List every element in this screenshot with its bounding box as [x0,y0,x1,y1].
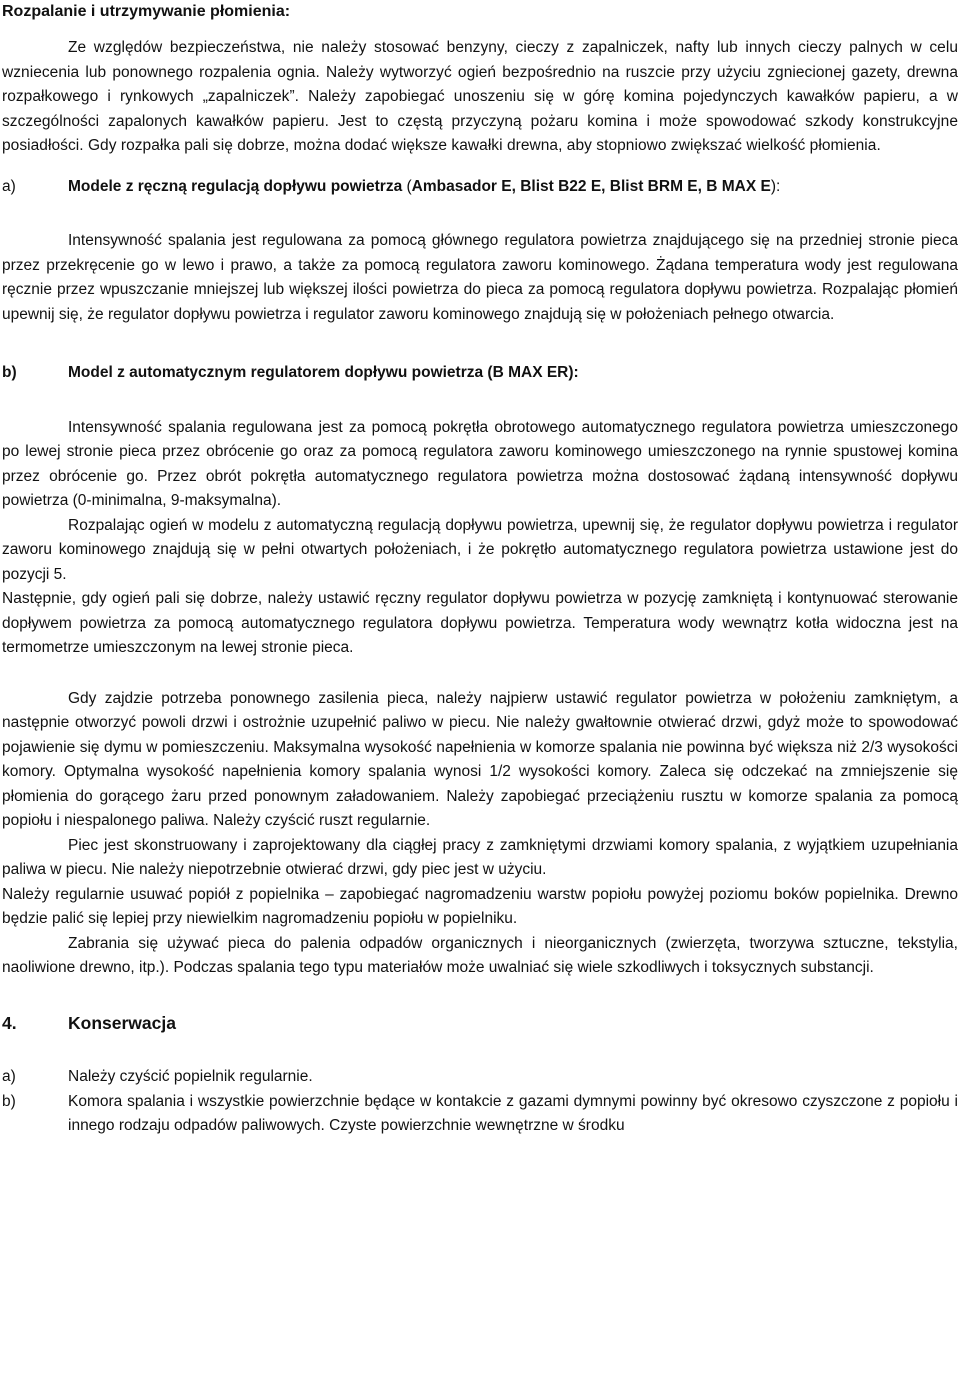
paragraph-auto-regulation: Intensywność spalania regulowana jest za pomocą pokrętła obrotowego automatycznego regulatora powietrza umieszczonego po lewej stronie pieca przez obrócenie go oraz za pomocą regulatora zaworu kominowego umieszczonego na rynnie spustowej komina przez obrócenie go. Przez obrót pokrętła automatycznego regulatora powietrza można dostosować żądaną intensywność dopływu powietrza (0-minimalna, 9-maksymalna). [2,418,958,509]
maintenance-item-a-label: a) [2,1068,16,1085]
maintenance-item-a-text: Należy czyścić popielnik regularnie. [68,1068,313,1085]
subsection-a-label: a) [2,177,16,195]
paragraph-continuous-work: Piec jest skonstruowany i zaprojektowany dla ciągłej pracy z zamkniętymi drzwiami komory spalania, z wyjątkiem uzupełniania paliwa w piecu. Nie należy niepotrzebnie otwierać drzwi, gdy piec jest w użyciu. [2,836,958,878]
maintenance-item-b-label: b) [2,1092,16,1110]
paragraph-manual-regulation: Intensywność spalania jest regulowana za pomocą głównego regulatora powietrza znajdującego się na przedniej stronie pieca przez przekręcenie go w lewo i prawo, a także za pomocą regulatora zaworu kominowego. Żądana temperatura wody jest regulowana ręcznie przez wpuszczanie mniejszej lub większej ilości powietrza do pieca za pomocą regulatora dopływu powietrza. Rozpalając płomień upewnij się, że regulator dopływu powietrza i regulator zaworu kominowego znajdują się w położeniach pełnego otwarcia. [2,232,958,323]
maintenance-item-b-text: Komora spalania i wszystkie powierzchnie będące w kontakcie z gazami dymnymi powinny być okresowo czyszczone z popiołu i innego rodzaju odpadów paliwowych. Czyste powierzchnie wewnętrzne w środku [68,1092,958,1134]
paragraph-auto-next: Następnie, gdy ogień pali się dobrze, należy ustawić ręczny regulator dopływu powietrza w pozycję zamkniętą i kontynuować sterowanie dopływem powietrza za pomocą automatycznego regulatora dopływu powietrza. Temperatura wody wewnątrz kotła widoczna jest na termometrze umieszczonym na lewej stronie pieca. [2,590,958,656]
section-4-heading [2,1011,958,1036]
paragraph-auto-lighting: Rozpalając ogień w modelu z automatyczną regulacją dopływu powietrza, upewnij się, że regulator dopływu powietrza i regulator zaworu kominowego znajdują się w pełni otwartych położeniach, i że pokrętło automatycznego regulatora powietrza ustawione jest do pozycji 5. [2,516,958,583]
paragraph-ash-removal: Należy regularnie usuwać popiół z popielnika – zapobiegać nagromadzeniu warstw popiołu powyżej poziomu boków popielnika. Drewno będzie palić się lepiej przy niewielkim nagromadzeniu popiołu w popielniku. [2,885,958,927]
section-4-title: Konserwacja [68,1012,176,1033]
maintenance-item-a [2,1065,958,1090]
paragraph-refuel: Gdy zajdzie potrzeba ponownego zasilenia pieca, należy najpierw ustawić regulator powietrza w położeniu zamkniętym, a następnie otworzyć powoli drzwi i ostrożnie uzupełnić paliwo w piecu. Nie należy gwałtownie otwierać drzwi, gdyż może to spowodować pojawienie się dymu w pomieszczeniu. Maksymalna wysokość napełnienia w komorze spalania nie powinna być większa niż 2/3 wysokości komory. Optymalna wysokość napełnienia komory spalania wynosi 1/2 wysokości komory. Zaleca się odczekać na zmniejszenie się płomienia do gorącego żaru przed ponownym załadowaniem. Należy zapobiegać przeciążeniu rusztu w komorze spalania za pomocą popiołu i niespalonego paliwa. Należy czyścić ruszt regularnie. [2,689,958,829]
subsection-b-heading [2,361,958,386]
subsection-a-title: Modele z ręczną regulacją dopływu powietrza [68,177,403,195]
subsection-a-heading: a) Modele z ręczną regulacją dopływu powietrza (Ambasador E, Blist B22 E, Blist BRM E, B MAX E): [2,175,958,200]
maintenance-item-b [2,1090,958,1139]
subsection-a-models: Ambasador E, Blist B22 E, Blist BRM E, B MAX E [411,177,771,195]
document-body [2,0,958,1139]
subsection-b-label: b) [2,364,17,381]
heading-fire: Rozpalanie i utrzymywanie płomienia: [2,3,291,20]
paragraph-fire-safety: Ze względów bezpieczeństwa, nie należy stosować benzyny, cieczy z zapalniczek, nafty lub innych cieczy palnych w celu wzniecenia lub ponownego rozpalenia ognia. Należy wytworzyć ogień bezpośrednio na ruszcie przy użyciu zgniecionej gazety, drewna rozpałkowego i rynkowych „zapalniczek”. Należy zapobiegać unoszeniu się w górę komina pojedynczych kawałków papieru, a w szczególności zapalonych kawałków papieru. Jest to częstą przyczyną pożaru komina i może spowodować szkody konstrukcyjne posiadłości. Gdy rozpałka pali się dobrze, można dodać większe kawałki drewna, aby stopniowo zwiększać wielkość płomienia. [2,39,958,154]
subsection-b-title: Model z automatycznym regulatorem dopływu powietrza (B MAX ER): [68,364,579,381]
paragraph-prohibited-waste: Zabrania się używać pieca do palenia odpadów organicznych i nieorganicznych (zwierzęta, tworzywa sztuczne, tekstylia, naoliwione drewno, itp.). Podczas spalania tego typu materiałów może uwalniać się wiele szkodliwych i toksycznych substancji. [2,934,958,976]
section-4-number: 4. [2,1012,17,1033]
